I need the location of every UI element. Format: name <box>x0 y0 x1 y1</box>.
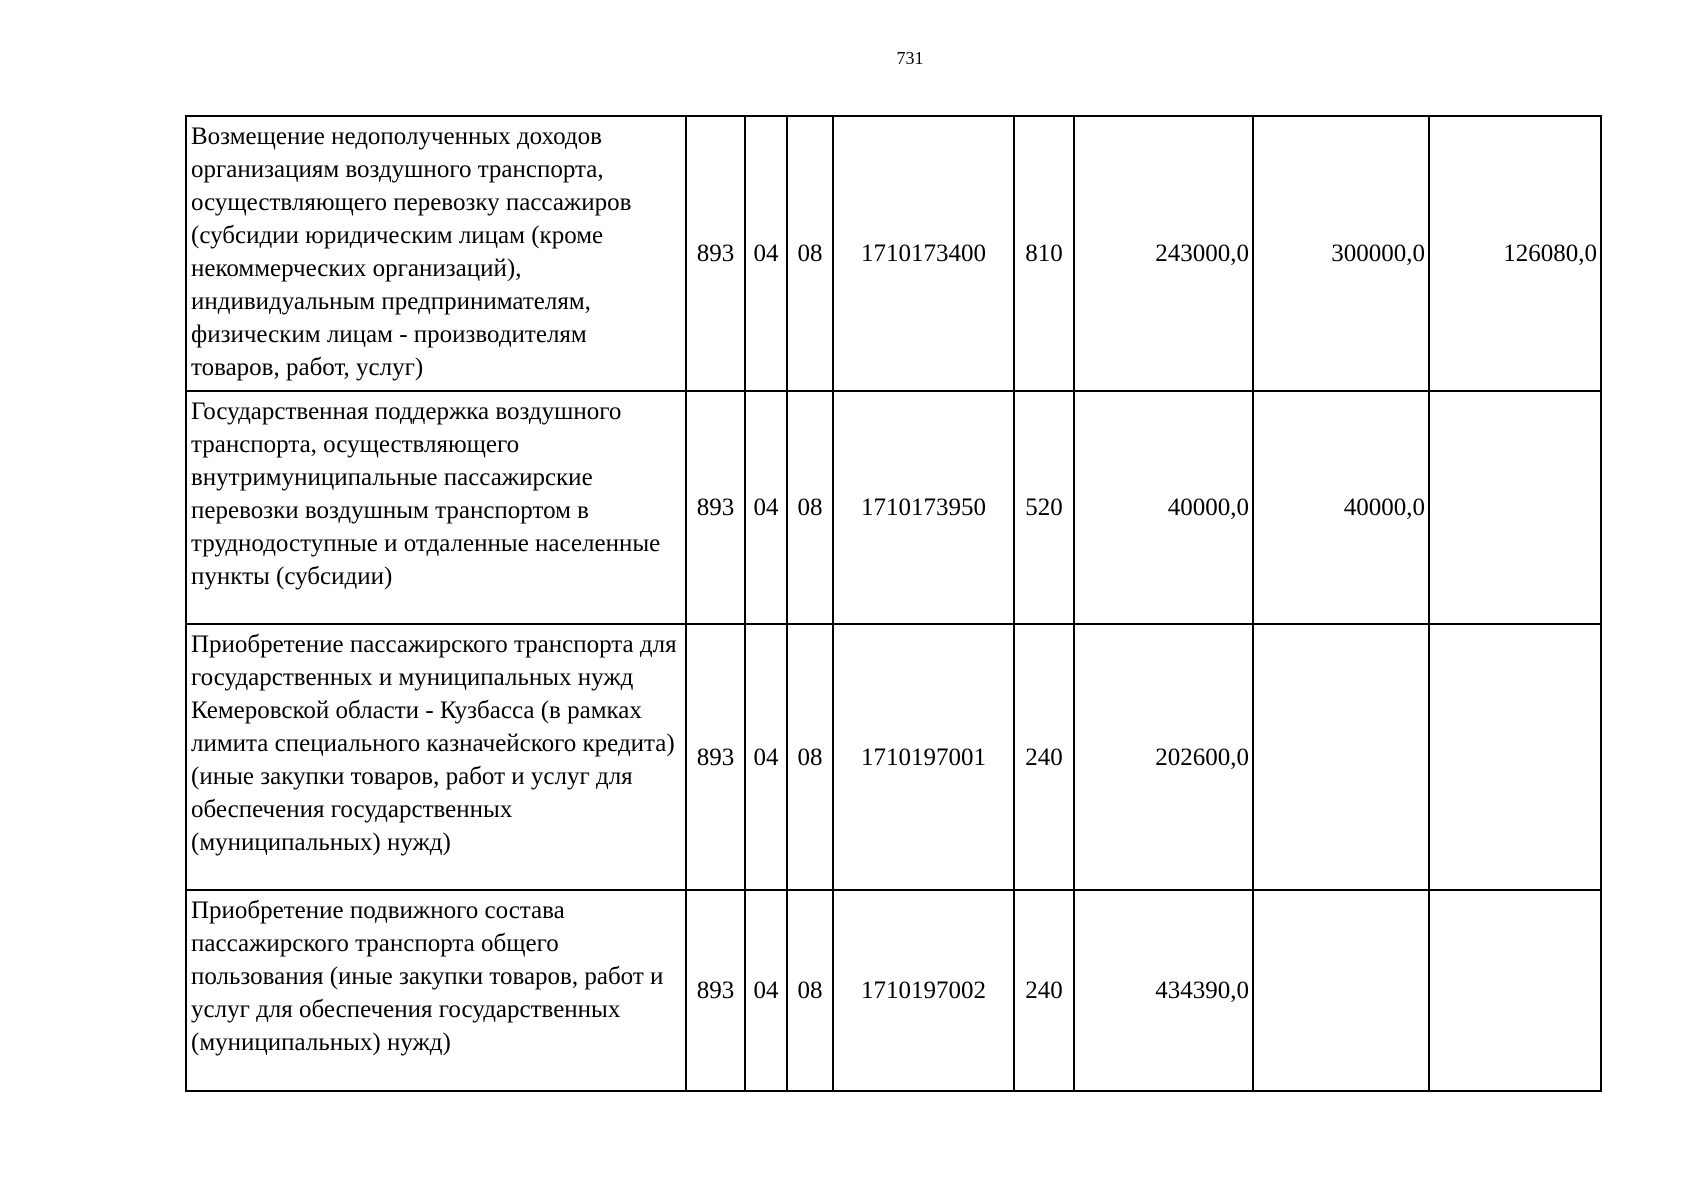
budget-table <box>185 115 1602 1092</box>
amount-year-1: 202600,0 <box>1074 624 1253 890</box>
subsection-code: 08 <box>787 116 833 391</box>
amount-year-3 <box>1429 890 1601 1091</box>
target-article-code: 1710197002 <box>833 890 1014 1091</box>
target-article-code: 1710173950 <box>833 391 1014 624</box>
expense-type-code: 240 <box>1014 890 1074 1091</box>
amount-year-2: 40000,0 <box>1253 391 1429 624</box>
table-row <box>186 624 1601 890</box>
amount-year-3 <box>1429 391 1601 624</box>
expense-type-code: 240 <box>1014 624 1074 890</box>
amount-year-1: 40000,0 <box>1074 391 1253 624</box>
table-row <box>186 890 1601 1091</box>
row-description: Приобретение подвижного состава пассажирского транспорта общего пользования (иные закупки товаров, работ и услуг для обеспечения государственных (муниципальных) нужд) <box>186 890 686 1091</box>
subsection-code: 08 <box>787 890 833 1091</box>
amount-year-3: 126080,0 <box>1429 116 1601 391</box>
table-row <box>186 116 1601 391</box>
amount-year-3 <box>1429 624 1601 890</box>
table-row <box>186 391 1601 624</box>
amount-year-2: 300000,0 <box>1253 116 1429 391</box>
ministry-code: 893 <box>686 624 745 890</box>
section-code: 04 <box>745 391 787 624</box>
subsection-code: 08 <box>787 391 833 624</box>
row-description: Государственная поддержка воздушного транспорта, осуществляющего внутримуниципальные пассажирские перевозки воздушным транспортом в труднодоступные и отдаленные населенные пункты (субсидии) <box>186 391 686 624</box>
ministry-code: 893 <box>686 116 745 391</box>
amount-year-1: 243000,0 <box>1074 116 1253 391</box>
target-article-code: 1710173400 <box>833 116 1014 391</box>
ministry-code: 893 <box>686 391 745 624</box>
section-code: 04 <box>745 624 787 890</box>
row-description: Приобретение пассажирского транспорта для государственных и муниципальных нужд Кемеровской области - Кузбасса (в рамках лимита специального казначейского кредита) (иные закупки товаров, работ и услуг для обеспечения государственных (муниципальных) нужд) <box>186 624 686 890</box>
expense-type-code: 810 <box>1014 116 1074 391</box>
subsection-code: 08 <box>787 624 833 890</box>
section-code: 04 <box>745 116 787 391</box>
page-number: 731 <box>896 48 924 68</box>
amount-year-2 <box>1253 624 1429 890</box>
section-code: 04 <box>745 890 787 1091</box>
row-description: Возмещение недополученных доходов организациям воздушного транспорта, осуществляющего перевозку пассажиров (субсидии юридическим лицам (кроме некоммерческих организаций), индивидуальным предпринимателям, физическим лицам - производителям товаров, работ, услуг) <box>186 116 686 391</box>
ministry-code: 893 <box>686 890 745 1091</box>
amount-year-1: 434390,0 <box>1074 890 1253 1091</box>
expense-type-code: 520 <box>1014 391 1074 624</box>
amount-year-2 <box>1253 890 1429 1091</box>
target-article-code: 1710197001 <box>833 624 1014 890</box>
